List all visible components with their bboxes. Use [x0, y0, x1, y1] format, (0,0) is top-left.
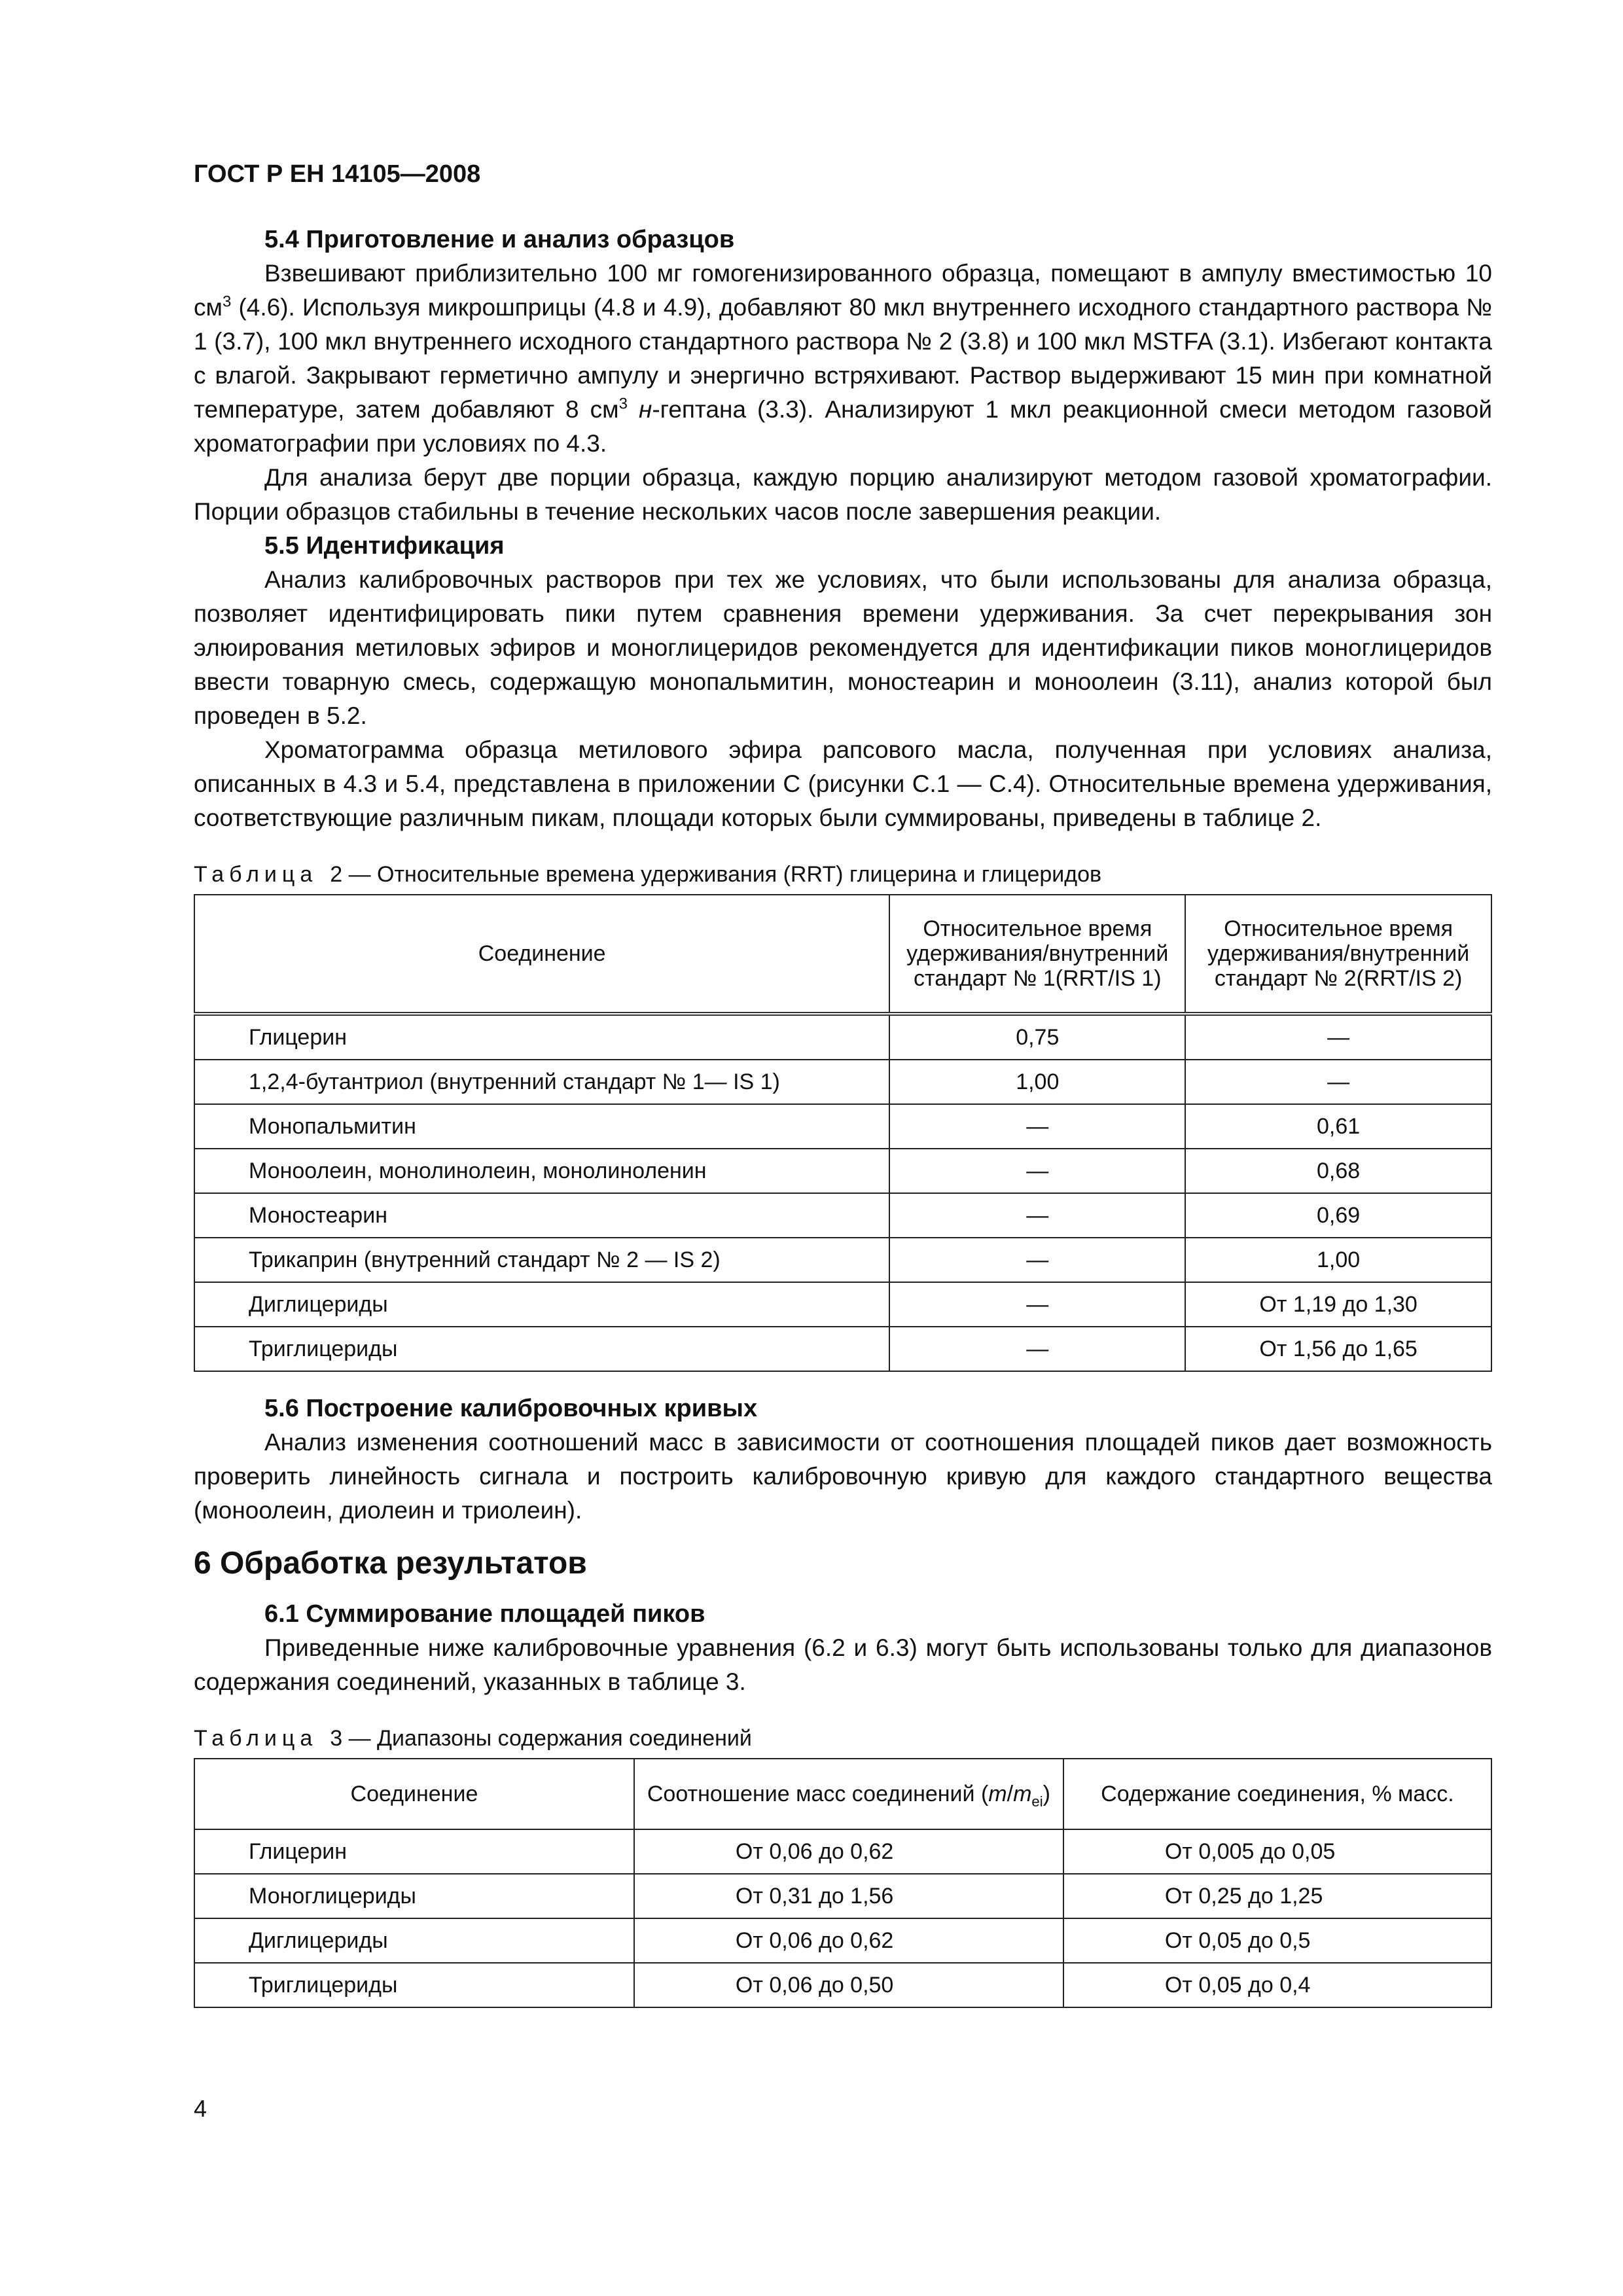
table-cell: Диглицериды	[194, 1918, 634, 1963]
table-cell: 0,69	[1185, 1193, 1491, 1238]
table-cell: 0,75	[889, 1014, 1185, 1060]
table-cell: 0,61	[1185, 1104, 1491, 1149]
table-row	[194, 1104, 1491, 1149]
table-cell: От 1,56 до 1,65	[1185, 1327, 1491, 1371]
section-5-6-heading: 5.6 Построение калибровочных кривых	[264, 1395, 758, 1422]
table-cell: —	[1185, 1060, 1491, 1104]
table-row	[194, 1282, 1491, 1327]
table-2-header-compound: Соединение	[194, 895, 889, 1014]
table-cell: Диглицериды	[194, 1282, 889, 1327]
table-cell: От 0,06 до 0,50	[634, 1963, 1063, 2007]
table-cell: От 0,31 до 1,56	[634, 1874, 1063, 1918]
table-cell: От 0,005 до 0,05	[1063, 1829, 1491, 1874]
table-row	[194, 1060, 1491, 1104]
table-cell: Триглицериды	[194, 1963, 634, 2007]
table-cell: —	[1185, 1014, 1491, 1060]
section-6-1-heading: 6.1 Суммирование площадей пиков	[264, 1600, 705, 1628]
table-cell: От 0,05 до 0,5	[1063, 1918, 1491, 1963]
table-cell: —	[889, 1104, 1185, 1149]
table-cell: 1,00	[889, 1060, 1185, 1104]
table-2-header-rrt-is1: Относительное время удерживания/внутренний стандарт № 1(RRT/IS 1)	[889, 895, 1185, 1014]
table-cell: От 0,06 до 0,62	[634, 1829, 1063, 1874]
section-5-5-paragraph-1: Анализ калибровочных растворов при тех же условиях, что были использованы для анализа образца, позволяет идентифицировать пики путем сравнения времени удерживания. За счет перекрывания зон элюирования метиловых эфиров и моноглицеридов рекомендуется для идентификации пиков моноглицеридов ввести товарную смесь, содержащую монопальмитин, моностеарин и моноолеин (3.11), анализ которой был проведен в 5.2.	[194, 566, 1492, 729]
section-5-4-paragraph-1: Взвешивают приблизительно 100 мг гомогенизированного образца, помещают в ампулу вместимостью 10 $см^3$ (4.6). Используя микрошприцы (4.8 и 4.9), добавляют 80 мкл внутреннего исходного стандартного раствора № 1 (3.7), 100 мкл внутреннего исходного стандартного раствора № 2 (3.8) и 100 мкл MSTFA (3.1). Избегают контакта с влагой. Закрывают герметично ампулу и энергично встряхивают. Раствор выдерживают 15 мин при комнатной температуре, затем добавляют 8 $см^3$ н-гептана (3.3). Анализируют 1 мкл реакционной смеси методом газовой хроматографии при условиях по 4.3.	[194, 260, 1492, 457]
section-5-6-paragraph-1: Анализ изменения соотношений масс в зависимости от соотношения площадей пиков дает возможность проверить линейность сигнала и построить калибровочную кривую для каждого стандартного вещества (моноолеин, диолеин и триолеин).	[194, 1429, 1492, 1524]
table-row	[194, 1149, 1491, 1193]
table-cell: От 0,05 до 0,4	[1063, 1963, 1491, 2007]
table-cell: —	[889, 1193, 1185, 1238]
table-cell: Моноглицериды	[194, 1874, 634, 1918]
table-cell: 1,00	[1185, 1238, 1491, 1282]
table-cell: От 0,25 до 1,25	[1063, 1874, 1491, 1918]
table-row	[194, 1829, 1491, 1874]
section-6-1-paragraph-1: Приведенные ниже калибровочные уравнения (6.2 и 6.3) могут быть использованы только для диапазонов содержания соединений, указанных в таблице 3.	[194, 1634, 1492, 1695]
table-cell: Триглицериды	[194, 1327, 889, 1371]
table-3	[194, 1758, 1492, 2008]
table-cell: Моностеарин	[194, 1193, 889, 1238]
table-header-row	[194, 895, 1491, 1014]
table-row	[194, 1874, 1491, 1918]
table-header-row	[194, 1759, 1491, 1829]
section-6-heading: 6 Обработка результатов	[194, 1546, 587, 1581]
table-cell: —	[889, 1238, 1185, 1282]
page-number: 4	[194, 2095, 207, 2122]
section-5-5-paragraph-2: Хроматограмма образца метилового эфира рапсового масла, полученная при условиях анализа, описанных в 4.3 и 5.4, представлена в приложении С (рисунки С.1 — С.4). Относительные времена удерживания, соответствующие различным пикам, площади которых были суммированы, приведены в таблице 2.	[194, 736, 1492, 831]
table-cell: 0,68	[1185, 1149, 1491, 1193]
table-3-header-mass-ratio: Соотношение масс соединений $(m/m_{ei})$	[634, 1759, 1063, 1829]
table-cell: Глицерин	[194, 1014, 889, 1060]
table-cell: Трикаприн (внутренний стандарт № 2 — IS 2)	[194, 1238, 889, 1282]
table-row	[194, 1963, 1491, 2007]
section-5-5-heading: 5.5 Идентификация	[264, 532, 505, 560]
section-5-4-heading: 5.4 Приготовление и анализ образцов	[264, 226, 735, 253]
table-cell: Монопальмитин	[194, 1104, 889, 1149]
table-cell: Глицерин	[194, 1829, 634, 1874]
table-cell: 1,2,4-бутантриол (внутренний стандарт № 1— IS 1)	[194, 1060, 889, 1104]
table-cell: От 1,19 до 1,30	[1185, 1282, 1491, 1327]
table-cell: —	[889, 1327, 1185, 1371]
table-row	[194, 1918, 1491, 1963]
section-5-4-paragraph-2: Для анализа берут две порции образца, каждую порцию анализируют методом газовой хроматографии. Порции образцов стабильны в течение нескольких часов после завершения реакции.	[194, 464, 1492, 525]
table-cell: От 0,06 до 0,62	[634, 1918, 1063, 1963]
table-cell: Моноолеин, монолинолеин, монолиноленин	[194, 1149, 889, 1193]
table-row	[194, 1238, 1491, 1282]
table-3-header-compound: Соединение	[194, 1759, 634, 1829]
table-row	[194, 1327, 1491, 1371]
table-3-caption: Таблица 3 — Диапазоны содержания соединений	[194, 1726, 752, 1751]
table-3-header-content: Содержание соединения, % масс.	[1063, 1759, 1491, 1829]
table-cell: —	[889, 1149, 1185, 1193]
document-header: ГОСТ Р ЕН 14105—2008	[194, 160, 481, 188]
table-2	[194, 894, 1492, 1372]
table-2-header-rrt-is2: Относительное время удерживания/внутренний стандарт № 2(RRT/IS 2)	[1185, 895, 1491, 1014]
table-row	[194, 1014, 1491, 1060]
table-cell: —	[889, 1282, 1185, 1327]
table-2-caption: Таблица 2 — Относительные времена удерживания (RRT) глицерина и глицеридов	[194, 862, 1102, 887]
table-row	[194, 1193, 1491, 1238]
